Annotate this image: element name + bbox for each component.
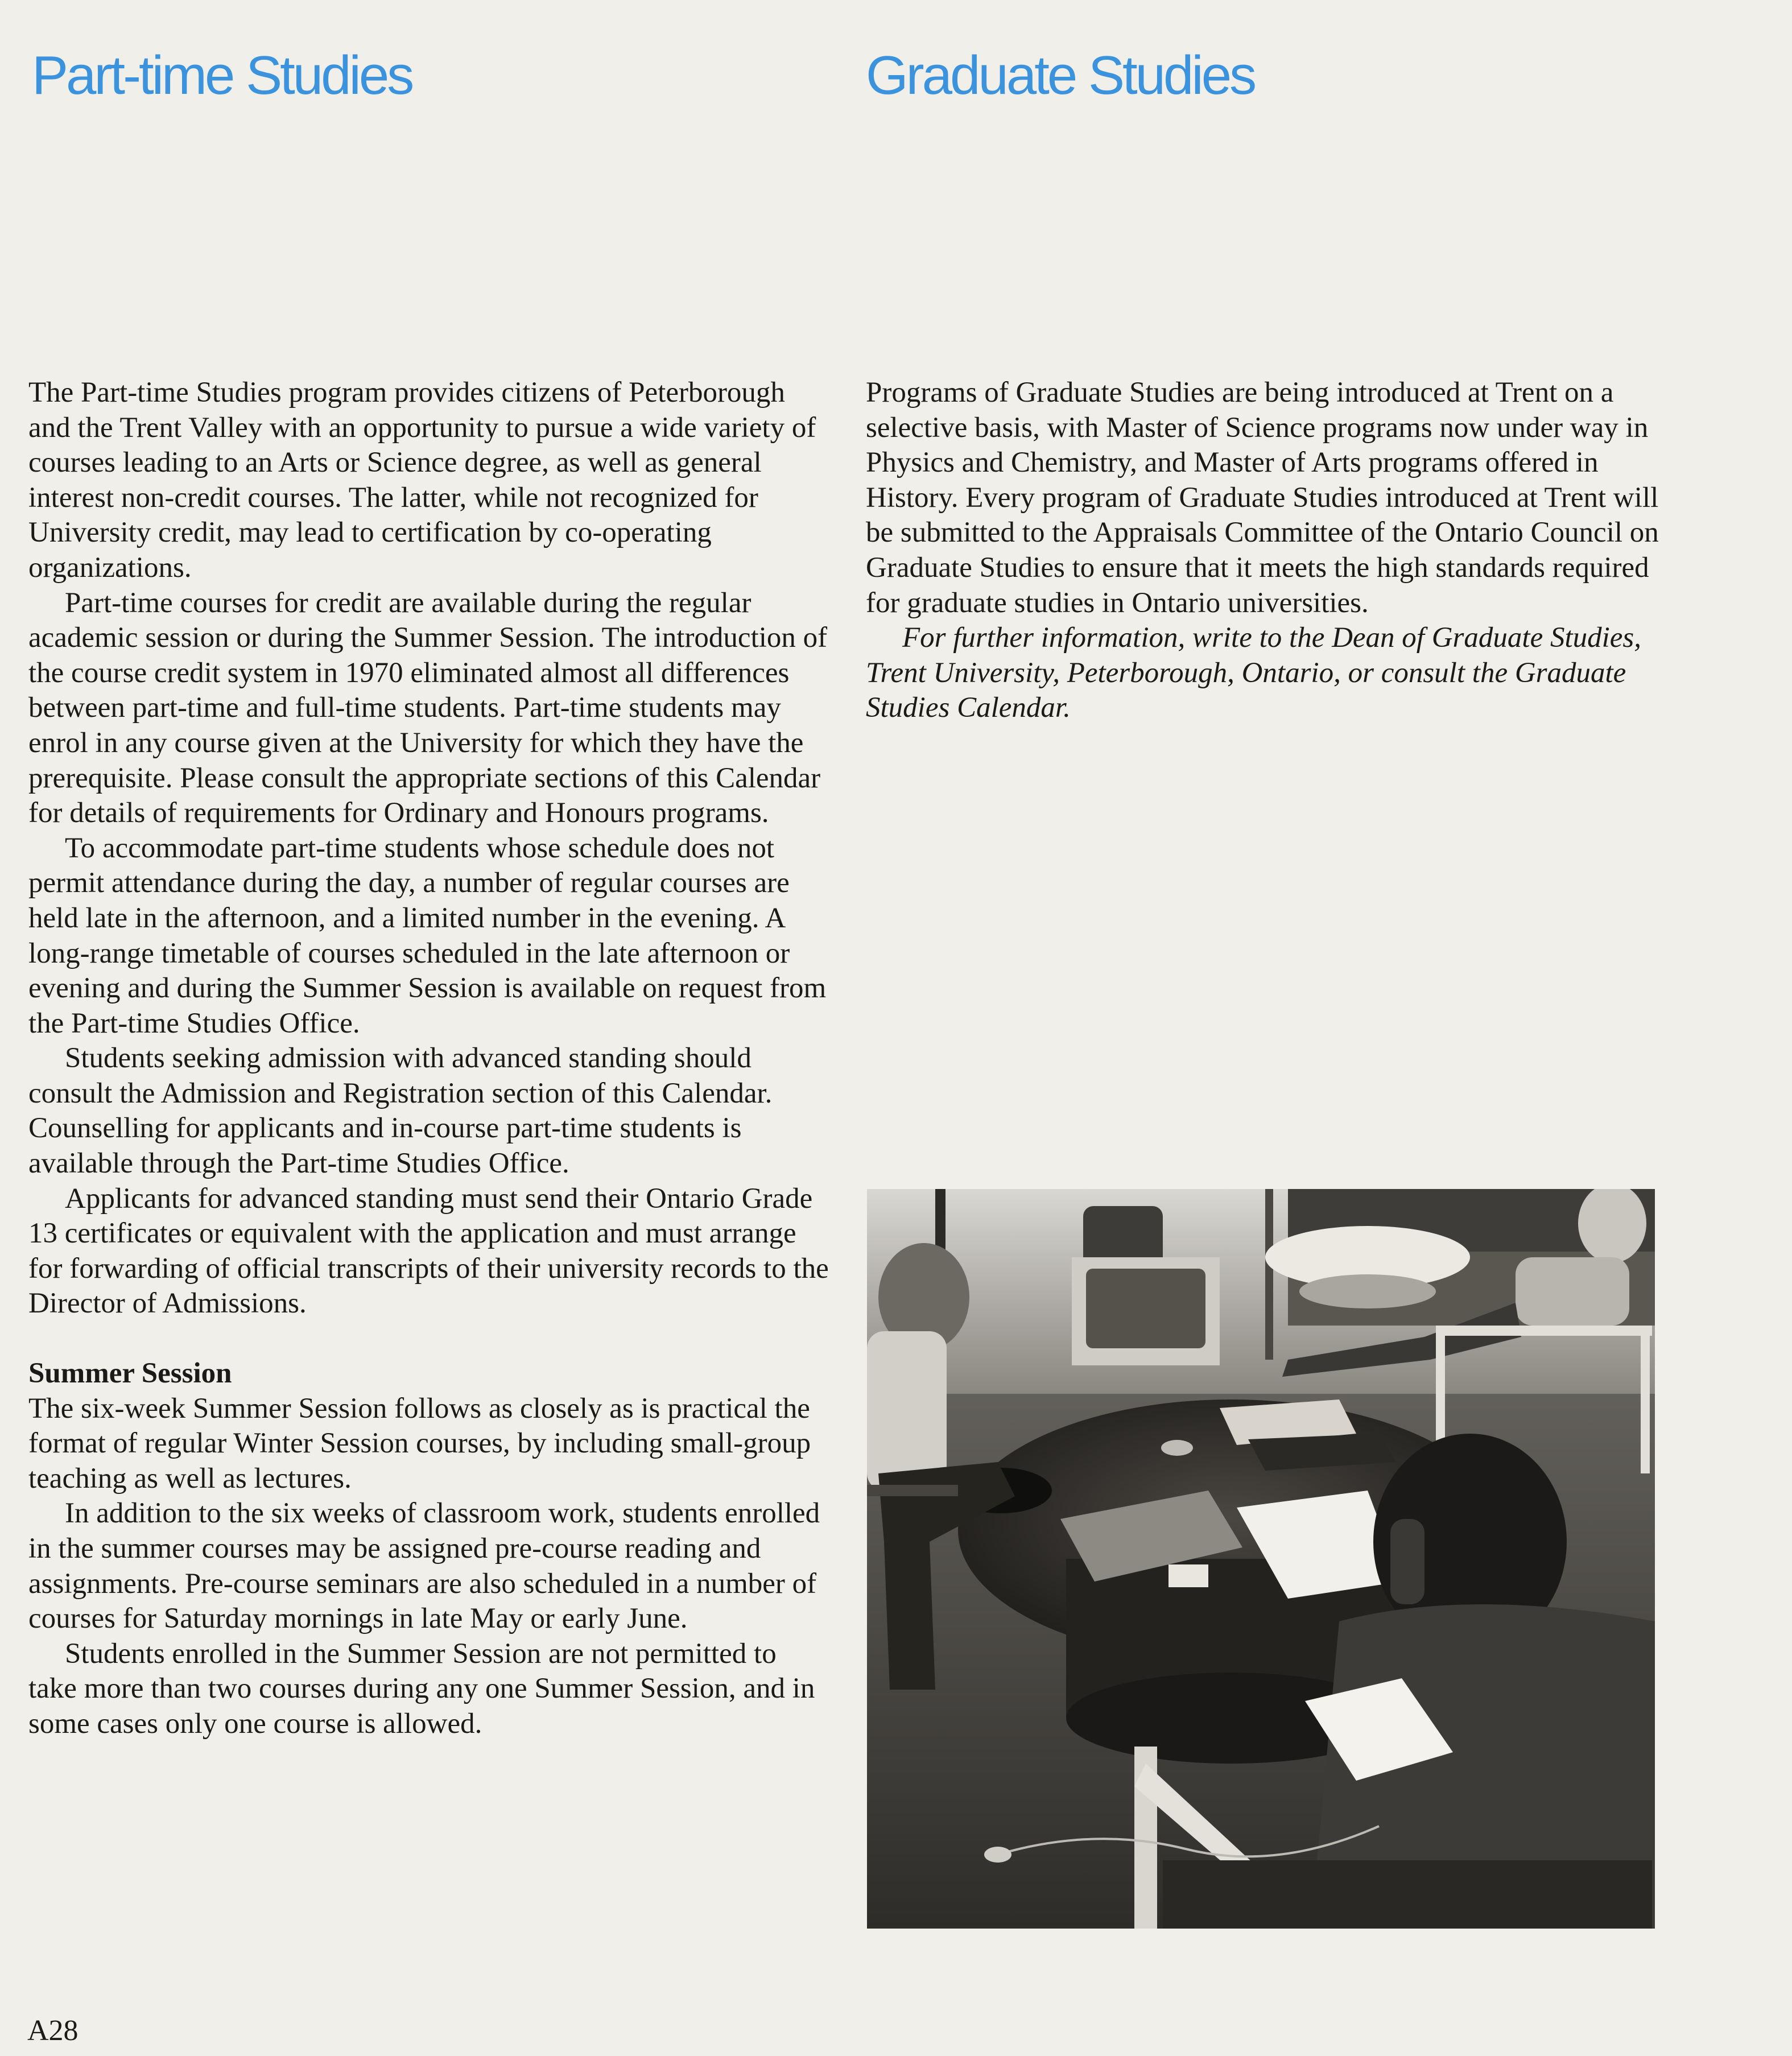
body-paragraph: Students seeking admission with advanced standing should consult the Admission and Registration section of this Calendar. Counselling for applicants and in-course part-time students is available through the Part-time Studies Office.: [28, 1042, 773, 1180]
graduate-studies-heading: Graduate Studies: [866, 45, 1255, 106]
body-paragraph: The six-week Summer Session follows as closely as is practical the format of regular Winter Session courses, by including small-group teaching as well as lectures.: [28, 1392, 811, 1494]
part-time-studies-column: [28, 375, 831, 1742]
part-time-studies-heading: Part-time Studies: [32, 45, 412, 106]
further-information-note: For further information, write to the Dean of Graduate Studies, Trent University, Peterborough, Ontario, or consult the Graduate Studies Calendar.: [866, 622, 1642, 724]
body-paragraph: To accommodate part-time students whose schedule does not permit attendance during the day, a number of regular courses are held late in the afternoon, and a limited number in the evening. A long-range timetable of courses scheduled in the late afternoon or evening and during the Summer Session is available on request from the Part-time Studies Office.: [28, 832, 827, 1039]
graduate-studies-column: [866, 375, 1662, 726]
page-number: A28: [27, 2014, 79, 2047]
students-lounge-photo: [867, 1189, 1655, 1929]
body-paragraph: Applicants for advanced standing must send their Ontario Grade 13 certificates or equivalent with the application and must arrange for forwarding of official transcripts of their university records to the Director of Admissions.: [28, 1182, 829, 1320]
body-paragraph: Part-time courses for credit are available during the regular academic session or during the Summer Session. The introduction of the course credit system in 1970 eliminated almost all differences between part-time and full-time students. Part-time students may enrol in any course given at the University for which they have the prerequisite. Please consult the appropriate sections of this Calendar for details of requirements for Ordinary and Honours programs.: [28, 587, 828, 829]
body-paragraph: Students enrolled in the Summer Session are not permitted to take more than two courses during any one Summer Session, and in some cases only one course is allowed.: [28, 1637, 815, 1740]
body-paragraph: The Part-time Studies program provides citizens of Peterborough and the Trent Valley with an opportunity to pursue a wide variety of courses leading to an Arts or Science degree, as well as general interest non-credit courses. The latter, while not recognized for University credit, may lead to certification by co-operating organizations.: [28, 377, 816, 584]
body-paragraph: Programs of Graduate Studies are being introduced at Trent on a selective basis, with Master of Science programs now under way in Physics and Chemistry, and Master of Arts programs offered in History. Every program of Graduate Studies introduced at Trent will be submitted to the Appraisals Committee of the Ontario Council on Graduate Studies to ensure that it meets the high standards required for graduate studies in Ontario universities.: [866, 377, 1659, 619]
summer-session-subheading: Summer Session: [28, 1357, 232, 1390]
body-paragraph: In addition to the six weeks of classroom work, students enrolled in the summer courses may be assigned pre-course reading and assignments. Pre-course seminars are also scheduled in a number of courses for Saturday mornings in late May or early June.: [28, 1497, 820, 1635]
